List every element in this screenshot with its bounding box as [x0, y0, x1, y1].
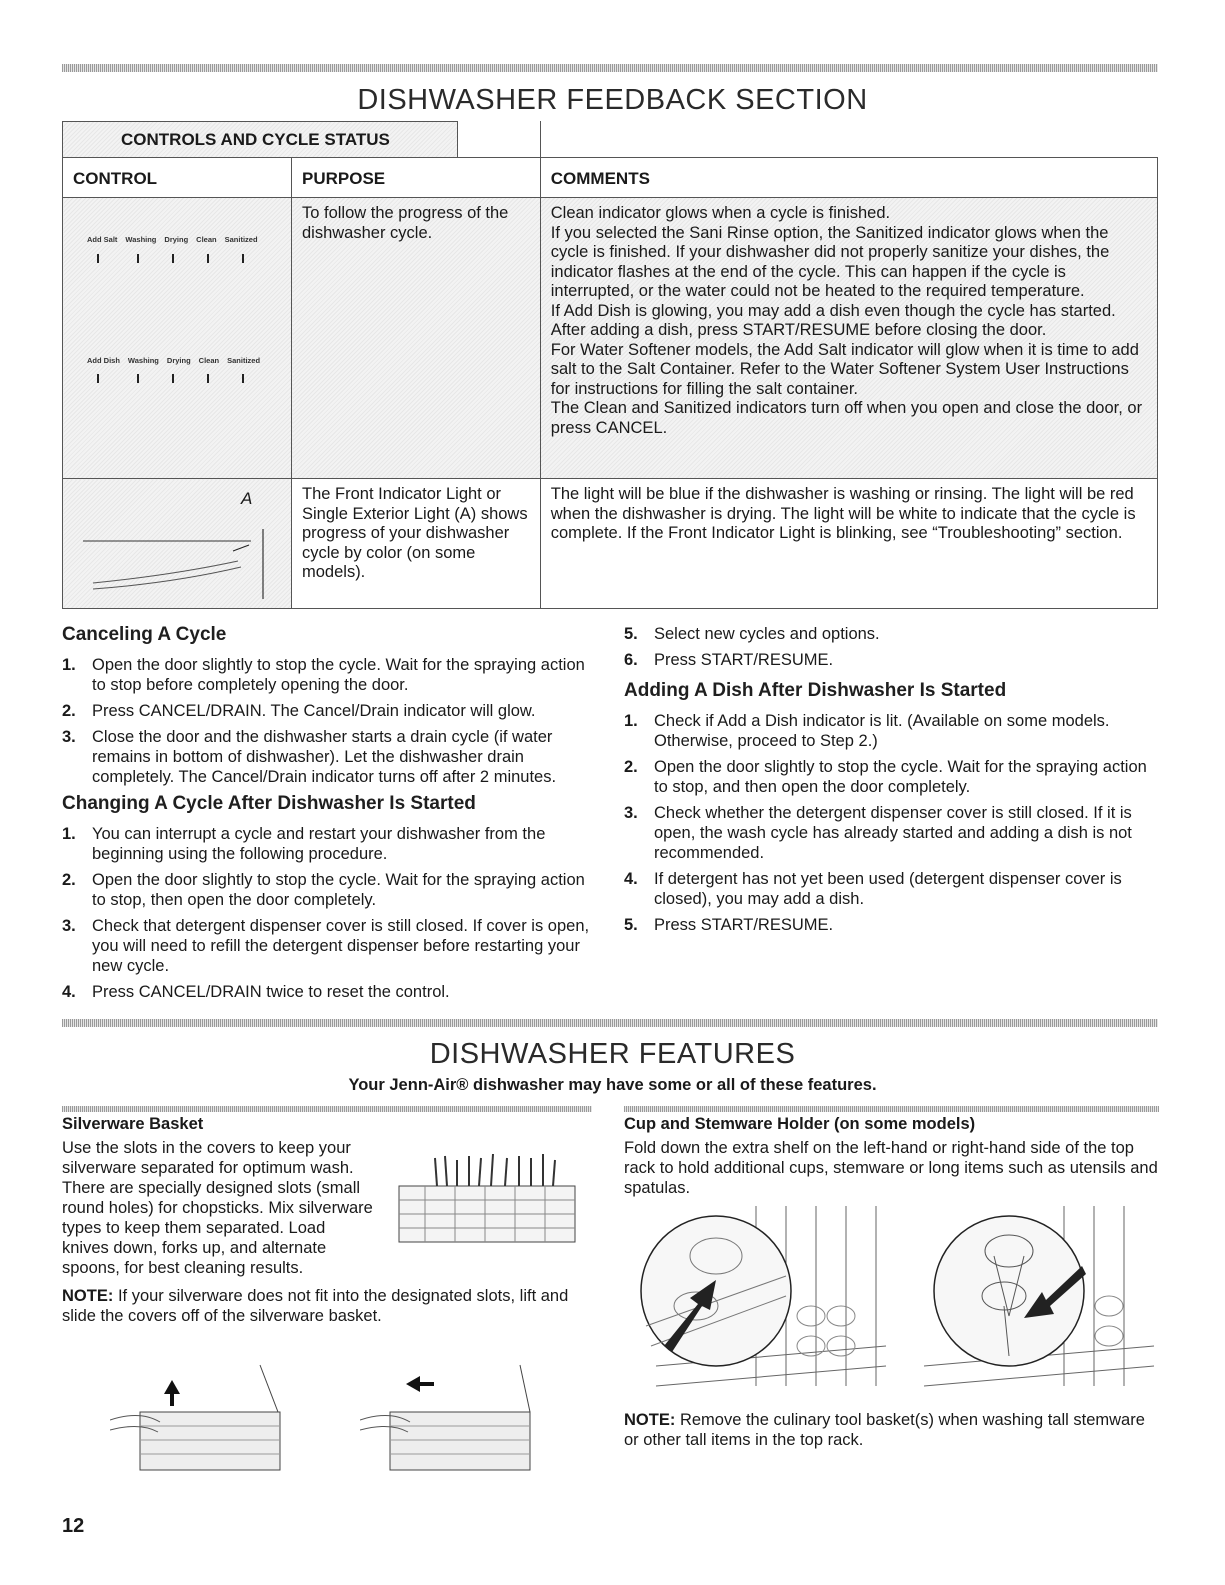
- canceling-heading: Canceling A Cycle: [62, 624, 227, 645]
- list-item: 5. Select new cycles and options.: [624, 625, 880, 643]
- note-text: Remove the culinary tool basket(s) when washing tall stemware or other tall items in the top rack.: [624, 1411, 1145, 1449]
- changing-steps-continued: [624, 624, 1159, 670]
- silverware-text: Use the slots in the covers to keep your silverware separated for optimum wash. There are specially designed slots (small round holes) for chopsticks. Mix silverware types to keep them separated. Load knives down, forks up, and alternate spoons, for best cleaning results.: [62, 1139, 373, 1277]
- control-panel-icon-2: [87, 351, 281, 384]
- comments-cell: [540, 198, 1157, 479]
- comment-text: If you selected the Sani Rinse option, the Sanitized indicator glows when the cycle is finished. If your dishwasher did not properly sanitize your dishes, the indicator flashes at the end of the cycle. This can happen if the cycle is interrupted, or the water could not be heated to the required temperature.: [550, 223, 1110, 300]
- note-text: If your silverware does not fit into the designated slots, lift and slide the covers off of the silverware basket.: [62, 1287, 569, 1325]
- cup-stemware-heading: Cup and Stemware Holder (on some models): [624, 1115, 976, 1133]
- feedback-table: [62, 157, 1158, 609]
- list-item: 3. Close the door and the dishwasher starts a drain cycle (if water remains in bottom of dishwasher). Let the dishwasher drain completely. The Cancel/Drain indicator turns off after 2 minutes.: [62, 728, 557, 786]
- middle-rule: [62, 1019, 1158, 1027]
- panel-label: Washing: [125, 235, 157, 244]
- cup-stemware-section: [624, 1106, 1159, 1198]
- silverware-rule: [62, 1106, 592, 1112]
- panel-label: Clean: [198, 355, 220, 365]
- panel-label: Add Salt: [87, 235, 118, 244]
- cup-shelf-rack-illustration-right: [914, 1196, 1164, 1396]
- list-item: 4. If detergent has not yet been used (detergent dispenser cover is closed), you may add a dish.: [624, 870, 1122, 908]
- list-item: 3. Check whether the detergent dispenser cover is still closed. If it is open, the wash cycle has already started and adding a dish is not recommended.: [624, 804, 1132, 862]
- list-item: 2. Press CANCEL/DRAIN. The Cancel/Drain indicator will glow.: [62, 702, 536, 720]
- list-item: 5. Press START/RESUME.: [624, 916, 834, 934]
- adding-heading: Adding A Dish After Dishwasher Is Started: [624, 680, 1007, 701]
- list-item: 4. Press CANCEL/DRAIN twice to reset the control.: [62, 983, 450, 1001]
- comments-cell: [540, 479, 1157, 609]
- panel-label: Drying: [164, 235, 189, 244]
- panel-label: Add Dish: [87, 355, 120, 365]
- cup-stemware-text: Fold down the extra shelf on the left-hand or right-hand side of the top rack to hold additional cups, stemware or long items such as utensils and spatulas.: [624, 1139, 1158, 1197]
- top-rule: [62, 64, 1158, 72]
- silverware-basket-illustration: [395, 1148, 585, 1248]
- panel-label: Washing: [127, 355, 159, 365]
- left-column: [62, 624, 592, 1008]
- comment-text: The light will be blue if the dishwasher is washing or rinsing. The light will be red when the dishwasher is drying. The light will be white to indicate that the cycle is complete. If the Front Indicator Light is blinking, see “Troubleshooting” section.: [550, 485, 1136, 542]
- page-number: 12: [62, 1515, 85, 1537]
- header-purpose: PURPOSE: [292, 158, 541, 198]
- note-label: NOTE:: [624, 1411, 676, 1429]
- header-comments: COMMENTS: [540, 158, 1157, 198]
- indicator-light-cell: [63, 479, 292, 609]
- list-item: 3. Check that detergent dispenser cover is still closed. If cover is open, you will need to refill the detergent dispenser before restarting your new cycle.: [62, 917, 590, 975]
- list-item: 2. Open the door slightly to stop the cycle. Wait for the spraying action to stop, then open the door completely.: [62, 871, 585, 909]
- indicator-marks: [87, 254, 281, 263]
- silverware-heading: Silverware Basket: [62, 1115, 204, 1133]
- control-panel-icon-1: [87, 230, 281, 263]
- comment-text: For Water Softener models, the Add Salt indicator will glow when it is time to add salt to the Salt Container. Refer to the Water Softener System User Instructions for instructions for filling the salt container.: [550, 340, 1139, 398]
- list-item: 1. Check if Add a Dish indicator is lit. (Available on some models. Otherwise, proceed to Step 2.): [624, 712, 1110, 750]
- cup-stemware-note: [624, 1410, 1159, 1450]
- header-control: CONTROL: [63, 158, 292, 198]
- basket-cover-slide-illustration: [360, 1360, 540, 1480]
- list-item: 6. Press START/RESUME.: [624, 651, 834, 669]
- purpose-cell: [292, 198, 541, 479]
- features-subtitle: Your Jenn-Air® dishwasher may have some or all of these features.: [348, 1076, 877, 1094]
- basket-cover-lift-illustration: [110, 1360, 290, 1480]
- panel-label: Sanitized: [224, 235, 258, 244]
- purpose-cell: [292, 479, 541, 609]
- table-row: [63, 198, 1158, 479]
- purpose-text: The Front Indicator Light or Single Exterior Light (A) shows progress of your dishwasher cycle by color (on some models).: [302, 485, 528, 581]
- table-row: [63, 479, 1158, 609]
- list-item: 1. Open the door slightly to stop the cycle. Wait for the spraying action to stop before completely opening the door.: [62, 656, 585, 694]
- feedback-section-title: DISHWASHER FEEDBACK SECTION: [357, 84, 868, 116]
- table-header-row: [63, 158, 1158, 198]
- comment-text: Clean indicator glows when a cycle is finished.: [550, 204, 891, 222]
- panel-label: Clean: [196, 235, 217, 244]
- canceling-steps: [62, 655, 592, 787]
- panel-label: Drying: [166, 355, 191, 365]
- right-column: [624, 624, 1159, 941]
- comment-text: If Add Dish is glowing, you may add a dish even though the cycle has started. After adding a dish, press START/RESUME before closing the door.: [550, 301, 1116, 339]
- control-panel-cell: [63, 198, 292, 479]
- light-label-a: A: [241, 489, 253, 508]
- indicator-light-drawing: [63, 479, 291, 607]
- silverware-note: [62, 1286, 592, 1326]
- controls-status-tab: CONTROLS AND CYCLE STATUS: [62, 121, 458, 157]
- front-indicator-light-illustration: [63, 479, 291, 607]
- comment-text: The Clean and Sanitized indicators turn off when you open and close the door, or press CANCEL.: [550, 399, 1143, 437]
- adding-steps: [624, 711, 1159, 935]
- list-item: 1. You can interrupt a cycle and restart your dishwasher from the beginning using the following procedure.: [62, 825, 546, 863]
- note-label: NOTE:: [62, 1287, 114, 1305]
- indicator-marks: [87, 374, 281, 383]
- features-section-title: DISHWASHER FEATURES: [429, 1038, 796, 1070]
- panel-label: Sanitized: [227, 355, 261, 365]
- changing-steps: [62, 824, 592, 1002]
- changing-heading: Changing A Cycle After Dishwasher Is Started: [62, 793, 476, 814]
- purpose-text: To follow the progress of the dishwasher cycle.: [302, 204, 509, 242]
- tab-divider: [540, 121, 541, 157]
- list-item: 2. Open the door slightly to stop the cycle. Wait for the spraying action to stop, and then open the door completely.: [624, 758, 1147, 796]
- cup-stemware-rule: [624, 1106, 1159, 1112]
- cup-shelf-rack-illustration-left: [636, 1196, 896, 1396]
